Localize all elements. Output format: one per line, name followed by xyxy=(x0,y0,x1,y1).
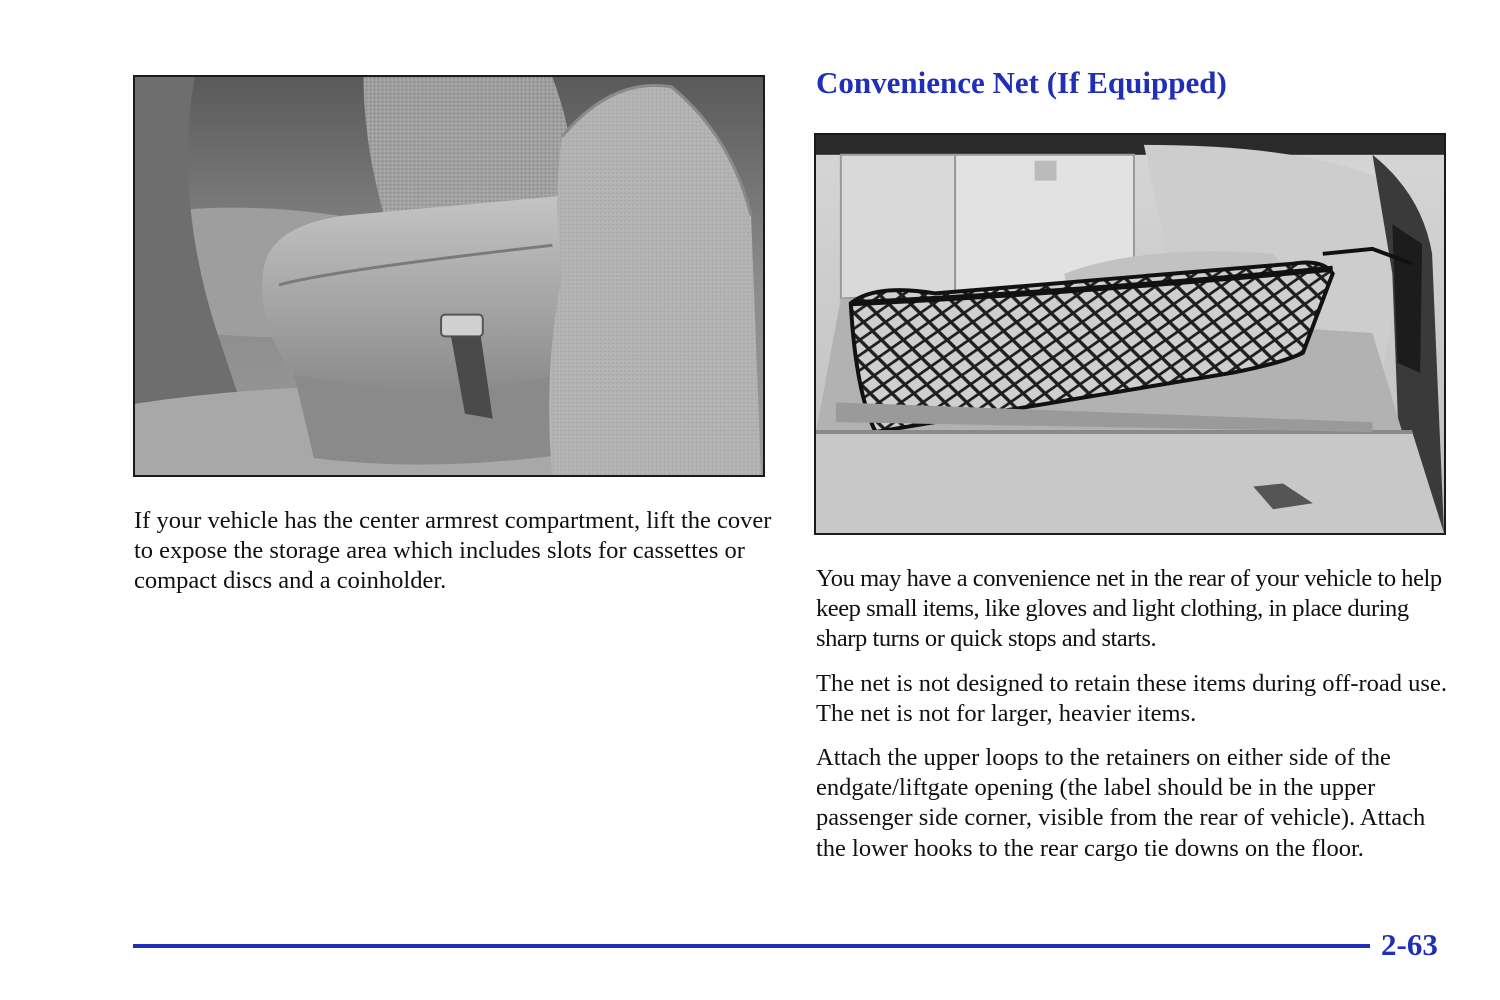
footer-rule xyxy=(133,944,1370,948)
convenience-net-photo xyxy=(814,133,1446,535)
convenience-net-image xyxy=(816,135,1444,533)
armrest-description: If your vehicle has the center armrest compartment, lift the cover to expose the storage area which includes slots for cassettes or compact discs and a coinholder. xyxy=(134,507,772,595)
page-number: 2-63 xyxy=(1381,927,1438,962)
convenience-net-description xyxy=(816,564,1456,878)
net-paragraph-1: You may have a convenience net in the rear of your vehicle to help keep small items, like gloves and light clothing, in place during sharp turns or quick stops and starts. xyxy=(816,565,1442,653)
section-heading: Convenience Net (If Equipped) xyxy=(816,65,1227,100)
armrest-photo xyxy=(133,75,765,477)
armrest-image xyxy=(135,77,763,475)
net-paragraph-2: The net is not designed to retain these items during off-road use. The net is not for larger, heavier items. xyxy=(816,669,1447,727)
net-paragraph-3: Attach the upper loops to the retainers on either side of the endgate/liftgate opening (the label should be in the upper passenger side corner, visible from the rear of vehicle). Attach the lower hooks to the rear cargo tie downs on the floor. xyxy=(816,744,1426,862)
